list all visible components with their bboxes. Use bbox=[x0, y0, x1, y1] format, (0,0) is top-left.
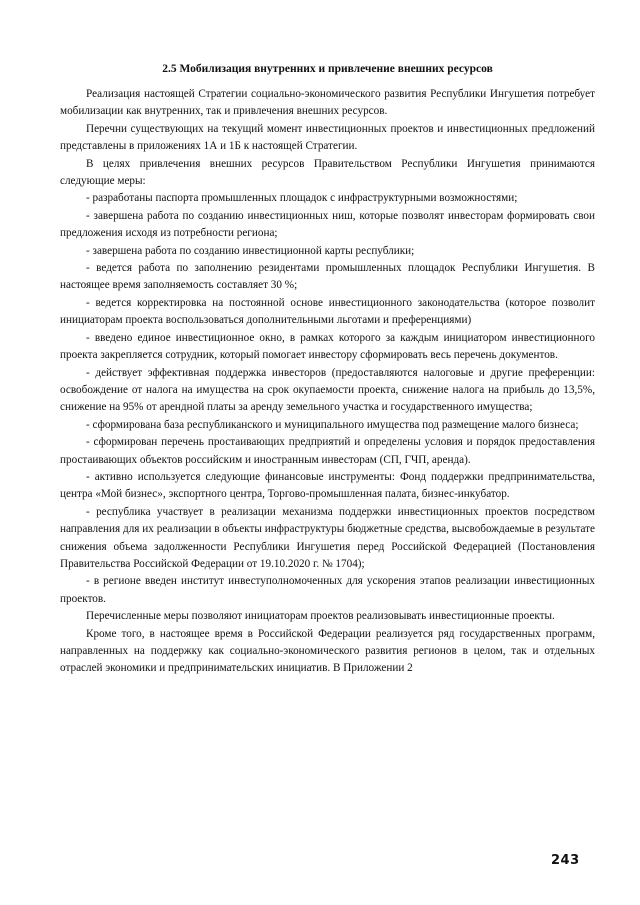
section-title: 2.5 Мобилизация внутренних и привлечение внешних ресурсов bbox=[162, 63, 493, 75]
page-number: 243 bbox=[551, 853, 580, 868]
list-item: - активно используется следующие финансовые инструменты: Фонд поддержки предпринимательства, центра «Мой бизнес», экспортного центра, Торгово-промышленная палата, бизнес-инкубатор. bbox=[60, 470, 595, 501]
list-item: - завершена работа по созданию инвестиционных ниш, которые позволят инвесторам формировать свои предложения исходя из потребности региона; bbox=[60, 209, 595, 240]
paragraph: Перечисленные меры позволяют инициаторам проектов реализовывать инвестиционные проекты. bbox=[86, 610, 555, 623]
list-item: - введено единое инвестиционное окно, в рамках которого за каждым инициатором инвестиционного проекта закрепляется сотрудник, который помогает инвестору сформировать весь перечень документов. bbox=[60, 331, 595, 362]
list-item: - сформирована база республиканского и муниципального имущества под размещение малого бизнеса; bbox=[86, 418, 579, 431]
paragraph: Перечни существующих на текущий момент инвестиционных проектов и инвестиционных предложений представлены в приложениях 1А и 1Б к настоящей Стратегии. bbox=[60, 122, 595, 153]
list-item: - завершена работа по созданию инвестиционной карты республики; bbox=[86, 244, 415, 257]
paragraph: В целях привлечения внешних ресурсов Правительством Республики Ингушетия принимаются следующие меры: bbox=[60, 157, 595, 188]
list-item: - в регионе введен институт инвеступолномоченных для ускорения этапов реализации инвестиционных проектов. bbox=[60, 575, 595, 605]
document-page bbox=[60, 62, 595, 678]
list-item: - сформирован перечень простаивающих предприятий и определены условия и порядок предоставления простаивающих объектов российским и иностранным инвесторам (СП, ГЧП, аренда). bbox=[60, 436, 595, 466]
list-item: - республика участвует в реализации механизма поддержки инвестиционных проектов посредством направления для их реализации в объекты инфраструктуры бюджетные средства, высвобождаемые в результате снижения объема задолженности Республики Ингушетия перед Российской Федерацией (Постановления Правительства Российской Федерации от 19.10.2020 г. № 1704); bbox=[60, 505, 595, 570]
list-item: - разработаны паспорта промышленных площадок с инфраструктурными возможностями; bbox=[86, 192, 518, 205]
paragraph: Реализация настоящей Стратегии социально-экономического развития Республики Ингушетия потребует мобилизации как внутренних, так и привлечения внешних ресурсов. bbox=[60, 88, 595, 118]
paragraph: Кроме того, в настоящее время в Российской Федерации реализуется ряд государственных программ, направленных на поддержку как социально-экономического развития регионов в целом, так и отдельных отраслей экономики и предпринимательских инициатив. В Приложении 2 bbox=[60, 627, 595, 675]
list-item: - ведется корректировка на постоянной основе инвестиционного законодательства (которое позволит инициаторам проекта воспользоваться дополнительными льготами и преференциями) bbox=[60, 296, 595, 327]
list-item: - ведется работа по заполнению резидентами промышленных площадок Республики Ингушетия. В настоящее время заполняемость составляет 30 %; bbox=[60, 262, 595, 292]
list-item: - действует эффективная поддержка инвесторов (предоставляются налоговые и другие преференции: освобождение от налога на имущества на срок окупаемости проекта, снижение налога на прибыль до 13,5%, снижение на 95% от арендной платы за аренду земельного участка и государственного имущества; bbox=[60, 366, 595, 414]
